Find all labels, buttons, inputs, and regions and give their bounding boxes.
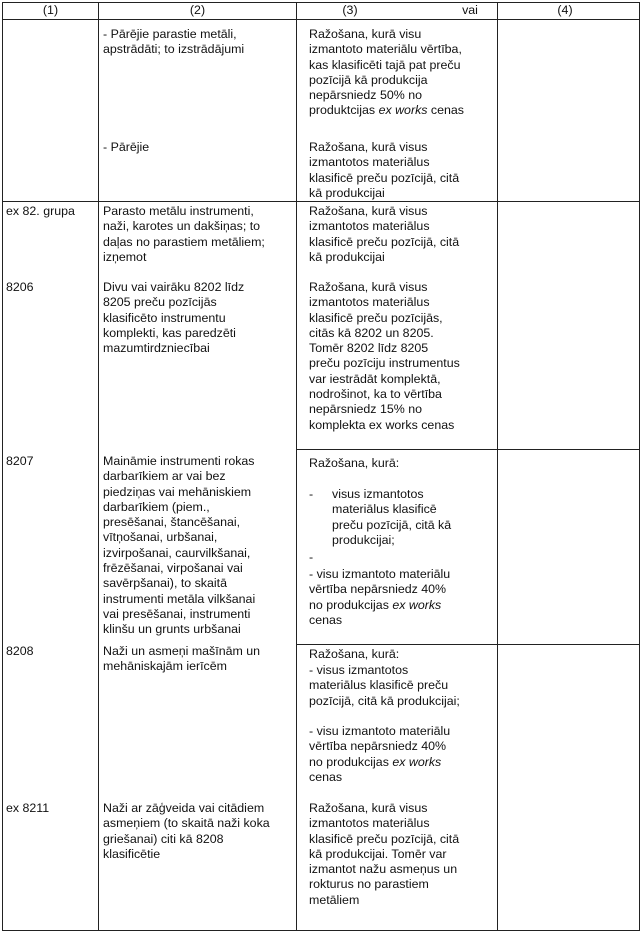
header-vai: vai: [462, 3, 478, 17]
row-rule: Ražošana, kurā visus izmantotos materiālus klasificē preču pozīcijā, citā kā produkcijai: [309, 140, 460, 200]
rule-item-italic: ex works: [392, 597, 442, 612]
row-code: 8206: [6, 280, 34, 294]
row-desc: Naži un asmeņi mašīnām un mehāniskajām ierīcēm: [103, 644, 261, 674]
header-col1: (1): [42, 3, 59, 17]
rule-item: [309, 724, 494, 785]
header-col2: (2): [189, 3, 206, 17]
rule-text-tail: cenas: [427, 103, 464, 118]
row-desc: - Pārējie: [103, 140, 150, 154]
header-col4: (4): [557, 3, 573, 17]
rule-item: - visus izmantotos materiālus klasificē preču pozīcijā, citā kā produkcijai;: [309, 663, 460, 708]
column-line-left: [2, 2, 3, 931]
row-desc: Maināmie instrumenti rokas darbarīkiem ar vai bez piedziņas vai mehāniskiem darbarīkiem (piem., presēšanai, štancēšanai, vītņošanai, urbšanai, izvirpošanai, caurvilkšanai, frēzēšanai, virpošanai vai savērpšanai), to skaitā instrumenti metāla vilkšanai vai presēšanai, instrumenti klinšu un grunts urbšanai: [103, 454, 256, 637]
rule-item-dash: -: [309, 550, 314, 564]
row-rule: [309, 27, 494, 119]
row-desc: - Pārējie parastie metāli, apstrādāti; to izstrādājumi: [103, 27, 245, 57]
rule-item-text: - visu izmantoto materiālu vērtība nepārsniedz 40% no produkcijas: [309, 567, 451, 612]
rule-head: Ražošana, kurā:: [309, 647, 400, 661]
rule-head: Ražošana, kurā:: [309, 456, 400, 470]
rule-text: Ražošana, kurā visu izmantoto materiālu vērtība, kas klasificēti tajā pat preču pozīcijā kā produkcija nepārsniedz 50% no produktcijas: [309, 27, 462, 118]
rule-item: visus izmantotos materiālus klasificē preču pozīcijā, citā kā produkcijai;: [332, 487, 452, 547]
rule-item-tail: cenas: [309, 769, 343, 784]
rule-text-italic: ex works: [378, 103, 428, 118]
row-desc: Parasto metālu instrumenti, naži, karotes un dakšiņas; to daļas no parastiem metāliem; izņemot: [103, 204, 265, 264]
row-code: 8208: [6, 644, 34, 658]
rule-item-italic: ex works: [392, 754, 442, 769]
row-separator-col3: [296, 644, 640, 645]
row-separator-col3: [296, 449, 640, 450]
row-code: ex 8211: [6, 801, 50, 815]
column-line-2-3: [296, 2, 297, 931]
column-line-3-4: [497, 2, 498, 931]
row-desc: Divu vai vairāku 8202 līdz 8205 preču pozīcijās klasificēto instrumentu komplekti, kas paredzēti mazumtirdzniecībai: [103, 280, 245, 356]
column-line-right: [639, 2, 640, 931]
rule-item: [309, 567, 494, 628]
rule-item-tail: cenas: [309, 612, 343, 627]
row-code: ex 82. grupa: [6, 204, 75, 218]
row-rule: Ražošana, kurā visus izmantotos materiālus klasificē preču pozīcijās, citās kā 8202 un 8205. Tomēr 8202 līdz 8205 preču pozīciju instrumentus var iestrādāt komplektā, nodrošinot, ka to vērtība nepārsniedz 15% no komplekta ex works cenas: [309, 280, 460, 432]
rule-item-dash: -: [309, 487, 314, 501]
header-col3: (3): [342, 3, 358, 17]
row-code: 8207: [6, 454, 34, 468]
row-rule: Ražošana, kurā visus izmantotos materiālus klasificē preču pozīcijā, citā kā produkcijai. Tomēr var izmantot nažu asmeņus un rokturus no parastiem metāliem: [309, 801, 460, 907]
row-desc: Naži ar zāģveida vai citādiem asmeņiem (to skaitā naži koka griešanai) citi kā 8208 klasificētie: [103, 801, 270, 861]
column-line-1-2: [98, 2, 99, 931]
rule-item-text: - visu izmantoto materiālu vērtība nepārsniedz 40% no produkcijas: [309, 724, 451, 769]
row-rule: Ražošana, kurā visus izmantotos materiālus klasificē preču pozīcijā, citā kā produkcijai: [309, 204, 460, 264]
